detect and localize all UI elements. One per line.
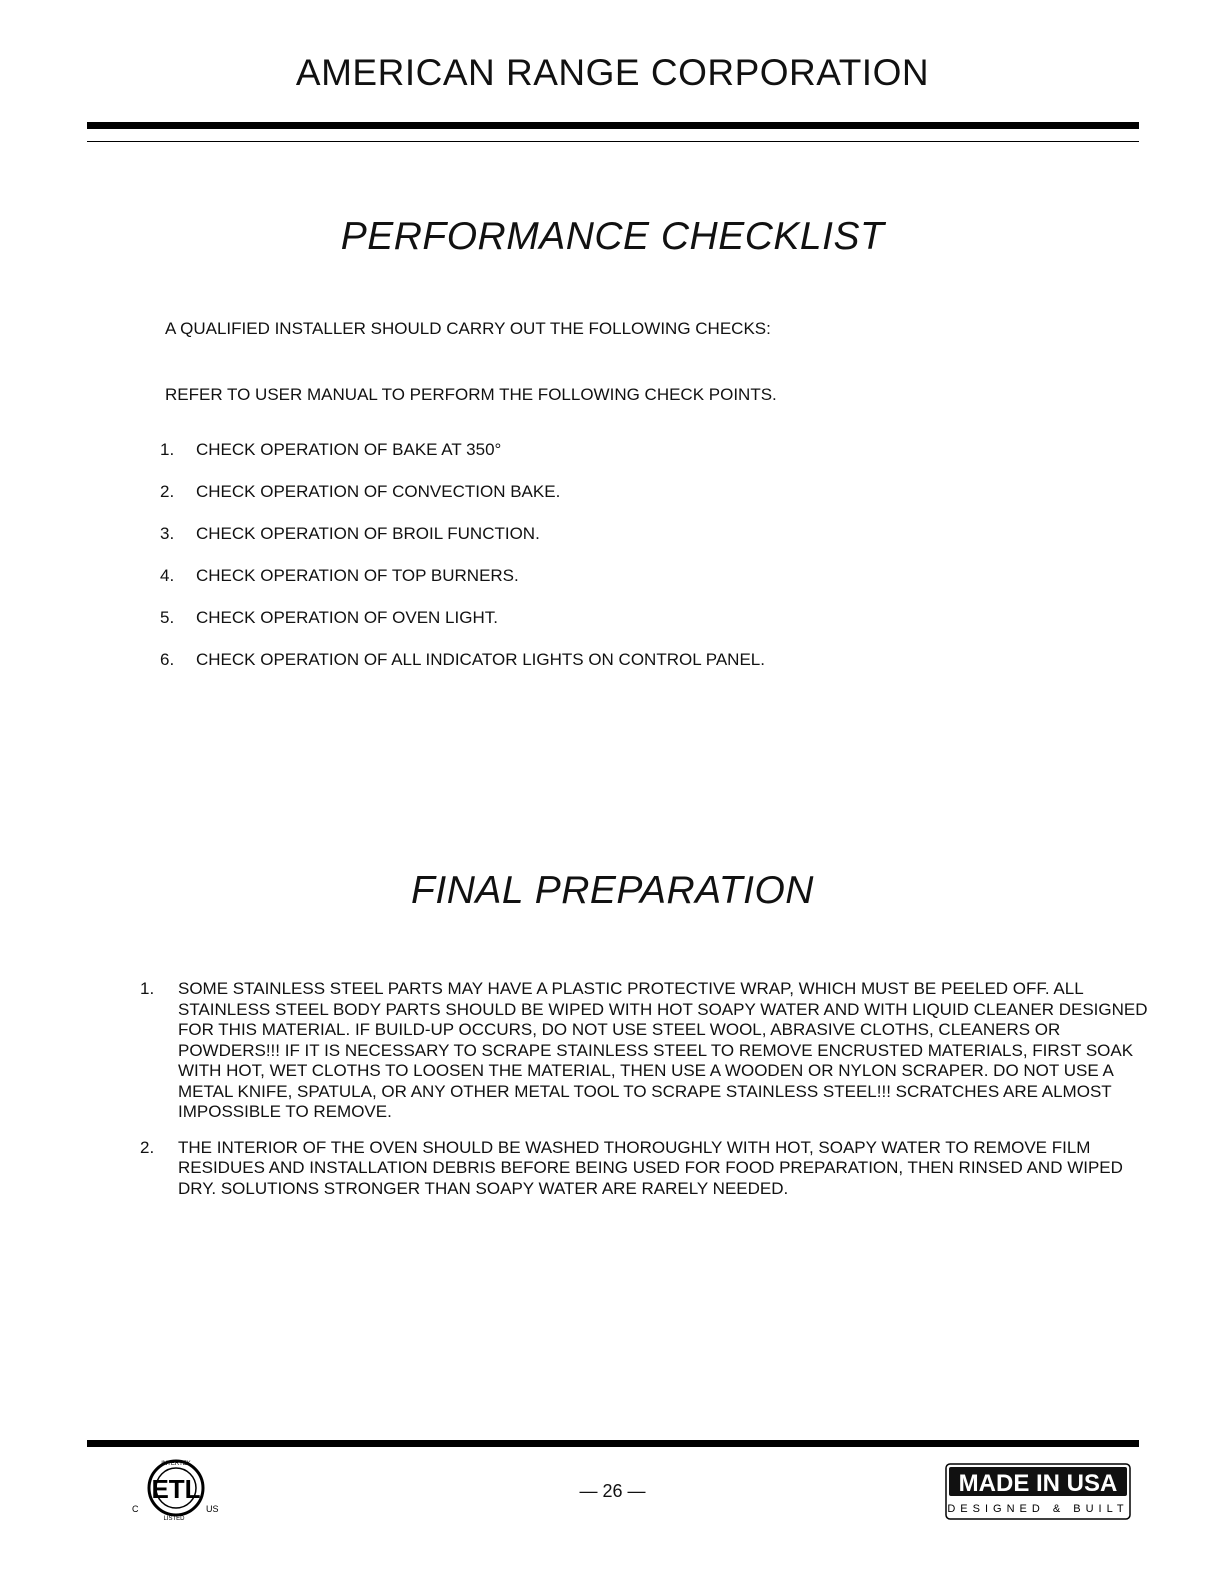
item-text: CHECK OPERATION OF BAKE AT 350° [196,440,502,459]
item-text: CHECK OPERATION OF ALL INDICATOR LIGHTS ON CONTROL PANEL. [196,650,765,669]
checklist-items [160,440,765,692]
performance-checklist-title: PERFORMANCE CHECKLIST [340,215,885,258]
made-in-usa-text: MADE IN USA [958,1470,1118,1497]
header-rule-thick [87,122,1139,129]
item-number: 5. [160,608,175,627]
etl-bottom-text: LISTED [163,1516,185,1522]
designed-built-text: DESIGNED & BUILT [947,1503,1129,1515]
checklist-item [160,524,765,566]
item-number: 2. [140,1137,155,1157]
page-number: — 26 — [579,1481,646,1501]
checklist-item [160,608,765,650]
preparation-item [140,979,1150,1123]
item-text: CHECK OPERATION OF TOP BURNERS. [196,566,519,585]
footer-rule [87,1440,1139,1447]
item-text: SOME STAINLESS STEEL PARTS MAY HAVE A PLASTIC PROTECTIVE WRAP, WHICH MUST BE PEELED OFF. ALL STAINLESS STEEL BODY PARTS SHOULD BE WIPED WITH HOT SOAPY WATER AND WITH LIQUID CLEANER DESIGNED FOR THIS MATERIAL. IF BUILD-UP OCCURS, DO NOT USE STEEL WOOL, ABRASIVE CLOTHS, CLEANERS OR POWDERS!!! IF IT IS NECESSARY TO SCRAPE STAINLESS STEEL TO REMOVE ENCRUSTED MATERIALS, FIRST SOAK WITH HOT, WET CLOTHS TO LOOSEN THE MATERIAL, THEN USE A WOODEN OR NYLON SCRAPER. DO NOT USE A METAL KNIFE, SPATULA, OR ANY OTHER METAL TOOL TO SCRAPE STAINLESS STEEL!!! SCRATCHES ARE ALMOST IMPOSSIBLE TO REMOVE. [178,979,1148,1121]
etl-mark: ETL [151,1474,201,1504]
item-text: THE INTERIOR OF THE OVEN SHOULD BE WASHED THOROUGHLY WITH HOT, SOAPY WATER TO REMOVE FILM RESIDUES AND INSTALLATION DEBRIS BEFORE BEING USED FOR FOOD PREPARATION, THEN RINSED AND WIPED DRY. SOLUTIONS STRONGER THAN SOAPY WATER ARE RARELY NEEDED. [178,1137,1123,1198]
etl-top-text: INTERTEK [161,1461,191,1467]
item-number: 6. [160,650,175,669]
item-number: 2. [160,482,175,501]
item-number: 1. [160,440,175,459]
checklist-item [160,440,765,482]
item-number: 3. [160,524,175,543]
item-text: CHECK OPERATION OF CONVECTION BAKE. [196,482,561,501]
checklist-refer: REFER TO USER MANUAL TO PERFORM THE FOLLOWING CHECK POINTS. [165,385,777,404]
preparation-item [140,1138,1150,1200]
item-text: CHECK OPERATION OF BROIL FUNCTION. [196,524,540,543]
item-number: 4. [160,566,175,585]
checklist-item [160,482,765,524]
company-name: AMERICAN RANGE CORPORATION [295,52,930,93]
header-rule-thin [87,141,1139,142]
made-in-usa-badge [945,1463,1131,1520]
item-text: CHECK OPERATION OF OVEN LIGHT. [196,608,498,627]
checklist-item [160,650,765,692]
checklist-item [160,566,765,608]
checklist-intro: A QUALIFIED INSTALLER SHOULD CARRY OUT THE FOLLOWING CHECKS: [165,319,771,338]
final-preparation-items [140,979,1150,1214]
etl-us-mark: US [206,1504,219,1514]
final-preparation-title: FINAL PREPARATION [411,869,814,912]
item-number: 1. [140,979,155,998]
etl-c-mark: C [132,1504,139,1514]
